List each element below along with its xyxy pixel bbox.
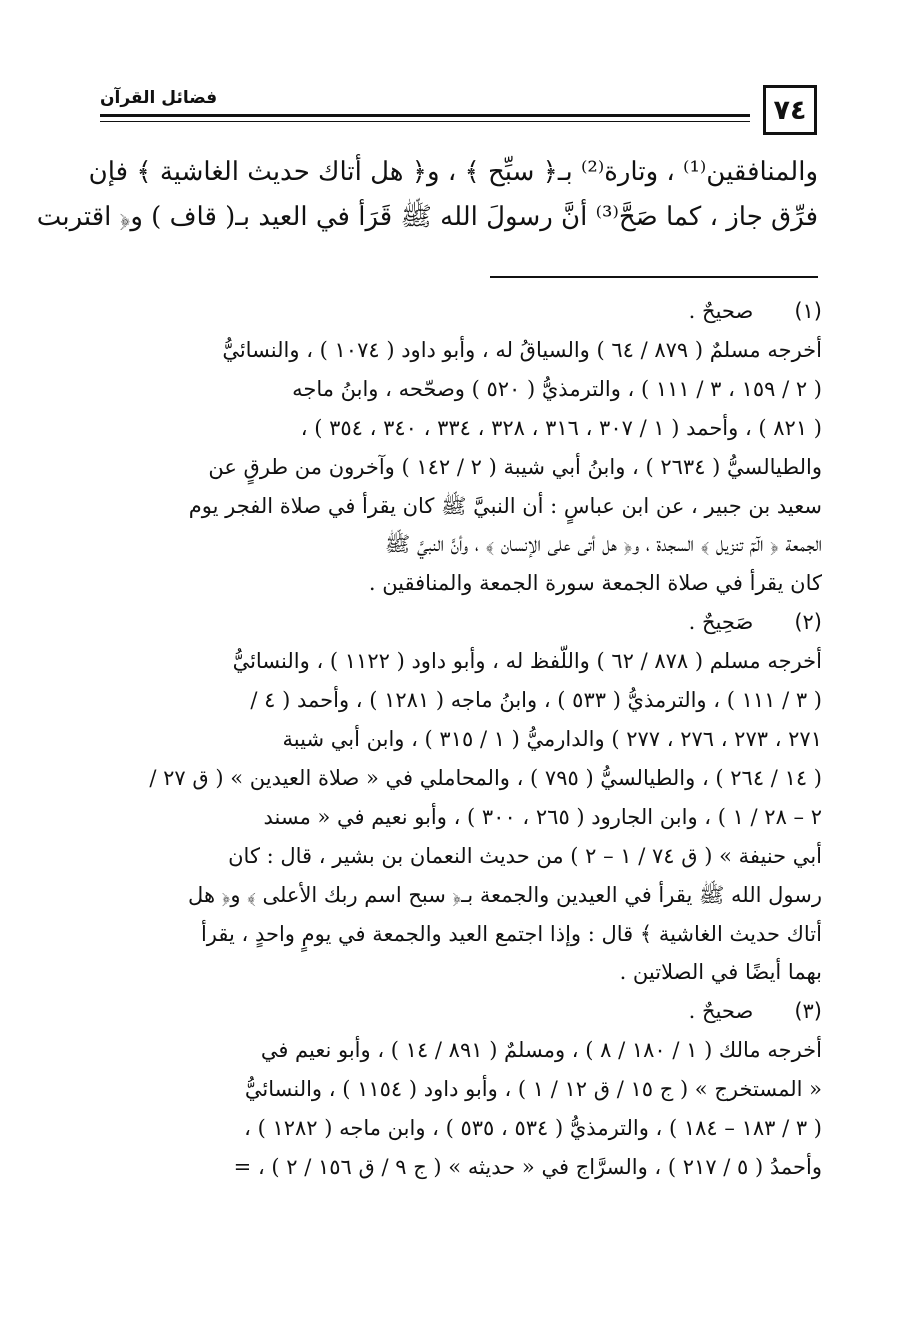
footnote-2	[100, 603, 822, 992]
footnote-number: (١)	[794, 299, 822, 323]
footnote-line: أخرجه مسلم ( ٨٧٨ / ٦٢ ) واللّفظ له ، وأبو داود ( ١١٢٢ ) ، والنسائيُّ	[232, 649, 822, 674]
footnote-line: ٢٧١ ، ٢٧٣ ، ٢٧٦ ، ٢٧٧ ) والدارميُّ ( ١ / ٣١٥ ) ، وابن أبي شيبة	[282, 726, 822, 751]
page-number	[763, 85, 817, 135]
footnote-line: كان يقرأ في صلاة الجمعة سورة الجمعة والمنافقين .	[368, 571, 822, 596]
footnote-line: ( ٣ / ١٨٣ – ١٨٤ ) ، والترمذيُّ ( ٥٣٤ ، ٥٣٥ ) ، وابن ماجه ( ١٢٨٢ ) ،	[244, 1116, 822, 1141]
running-title	[100, 88, 760, 108]
footnote-line: ( ٨٢١ ) ، وأحمد ( ١ / ٣٠٧ ، ٣١٦ ، ٣٢٨ ، ٣٣٤ ، ٣٤٠ ، ٣٥٤ ) ،	[300, 415, 822, 440]
footnote-line: وأحمدُ ( ٥ / ٢١٧ ) ، والسرَّاج في « حديثه » ( ج ٩ / ق ١٥٦ / ٢ ) ، =	[233, 1154, 822, 1179]
header-rule-thin	[100, 121, 750, 122]
footnote-line: بهما أيضًا في الصلاتين .	[619, 960, 822, 985]
footnote-grade: صَحِيحٌ .	[688, 610, 754, 635]
footnote-separator	[490, 276, 818, 278]
footnote-line: الجمعة ﴿ الٓمٓ تنزيل ﴾ السجدة ، و﴿ هل أتى على الإنسان ﴾ ، وأنَّ النبيَّ ﷺ	[384, 532, 822, 557]
footnote-line: أخرجه مالك ( ١ / ١٨٠ / ٨ ) ، ومسلمٌ ( ٨٩١ / ١٤ ) ، وأبو نعيم في	[260, 1038, 822, 1063]
main-line-2: فرِّق جاز ، كما صَحَّ⁽³⁾ أنَّ رسولَ الله ﷺ قَرَأ في العيد بـ( قاف ) و﴿ اقتربت	[36, 202, 818, 232]
footnote-line: ( ٢ / ١٥٩ ، ٣ / ١١١ ) ، والترمذيُّ ( ٥٢٠ ) وصحّحه ، وابنُ ماجه	[292, 376, 822, 401]
footnote-line: ( ٣ / ١١١ ) ، والترمذيُّ ( ٥٣٣ ) ، وابنُ ماجه ( ١٢٨١ ) ، وأحمد ( ٤ /	[250, 688, 822, 713]
footnote-grade: صحيحٌ .	[688, 999, 754, 1024]
footnote-line: سعيد بن جبير ، عن ابن عباسٍ : أن النبيَّ ﷺ كان يقرأ في صلاة الفجر يوم	[188, 493, 822, 518]
footnote-line: أخرجه مسلمٌ ( ٨٧٩ / ٦٤ ) والسياقُ له ، وأبو داود ( ١٠٧٤ ) ، والنسائيُّ	[222, 337, 822, 362]
header-rule	[100, 114, 750, 117]
main-line-1: والمنافقين⁽¹⁾ ، وتارة⁽²⁾ بـ﴿ سبِّح ﴾ ، و﴿ هل أتاك حديث الغاشية ﴾ فإن	[88, 157, 818, 187]
footnote-heading	[100, 292, 822, 331]
main-text	[36, 150, 818, 240]
footnote-line: والطيالسيُّ ( ٢٦٣٤ ) ، وابنُ أبي شيبة ( ٢ / ١٤٢ ) وآخرون من طرقٍ عن	[208, 454, 822, 479]
footnote-line: « المستخرج » ( ج ١٥ / ق ١٢ / ١ ) ، وأبو داود ( ١١٥٤ ) ، والنسائيُّ	[244, 1077, 822, 1102]
footnote-heading	[100, 992, 822, 1031]
footnote-number: (٢)	[794, 610, 822, 635]
footnote-grade: صحيحٌ .	[688, 299, 754, 323]
footnote-line: ٢ – ٢٨ / ١ ) ، وابن الجارود ( ٢٦٥ ، ٣٠٠ ) ، وأبو نعيم في « مسند	[263, 804, 822, 829]
footnote-line: ( ١٤ / ٢٦٤ ) ، والطيالسيُّ ( ٧٩٥ ) ، والمحاملي في « صلاة العيدين » ( ق ٢٧ /	[149, 765, 822, 790]
footnotes	[100, 292, 822, 1187]
footnote-line: أتاك حديث الغاشية ﴾ قال : وإذا اجتمع العيد والجمعة في يومٍ واحدٍ ، يقرأ	[200, 921, 822, 946]
running-title-text: فضائل القرآن	[100, 88, 218, 108]
footnote-3	[100, 992, 822, 1187]
footnote-heading	[100, 603, 822, 642]
footnote-number: (٣)	[794, 999, 822, 1024]
footnote-1	[100, 292, 822, 603]
footnote-line: أبي حنيفة » ( ق ٧٤ / ١ – ٢ ) من حديث النعمان بن بشير ، قال : كان	[228, 843, 822, 868]
footnote-line: رسول الله ﷺ يقرأ في العيدين والجمعة بـ﴿ سبح اسم ربك الأعلى ﴾ و﴿ هل	[188, 882, 822, 907]
page-number-text: ٧٤	[773, 94, 807, 126]
